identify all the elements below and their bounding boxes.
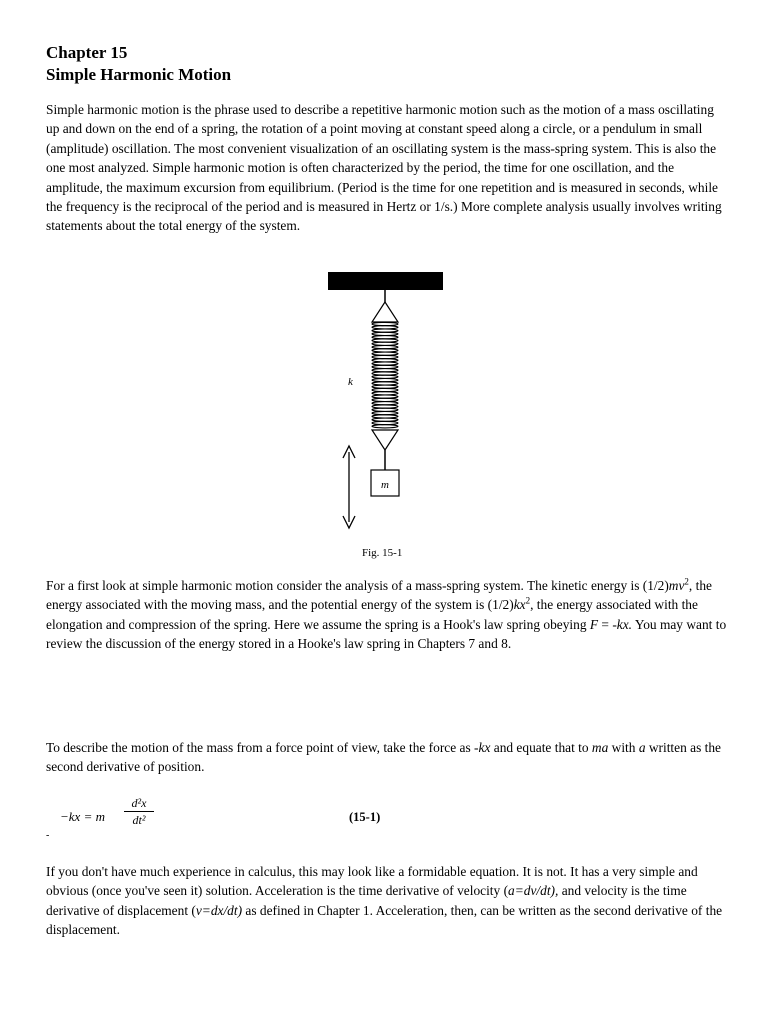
spring-coil [372, 375, 398, 378]
spring-coil [372, 342, 398, 345]
text-run: , the energy associated with the elongation and compression of the spring. Here we assume the spring is a Hook's law spring obeying [46, 597, 698, 632]
text-run: You may want to review the discussion of the energy stored in a Hooke's law spring in Chapters 7 and 8. [46, 616, 727, 652]
spring-coil [372, 382, 398, 385]
mass-label: m [381, 479, 389, 491]
equation-15-1 [60, 796, 390, 836]
spring-coil [372, 332, 398, 335]
spring-coil [372, 322, 398, 325]
text-run: For a first look at simple harmonic motion consider the analysis of a mass-spring system. The kinetic energy is (1/2) [46, 578, 669, 593]
spring-coil [372, 421, 398, 424]
spring-coil [372, 355, 398, 358]
spring-coil [372, 425, 398, 428]
spring-constant-label: k [348, 376, 353, 388]
spring-coil [372, 352, 398, 355]
equation-lhs: −kx = m [60, 809, 105, 824]
chapter-heading [46, 42, 231, 86]
spring-coil [372, 349, 398, 352]
spring-coil [372, 398, 398, 401]
text-run: as defined in Chapter 1. Acceleration, then, can be written as the second derivative of the displacement. [46, 902, 723, 938]
text-run: To describe the motion of the mass from a force point of view, take the force as [46, 740, 475, 755]
spring-coil [372, 415, 398, 418]
spring-coils [372, 322, 398, 428]
spring-top-cone [372, 302, 398, 322]
math-neg-kx: -kx. [612, 616, 633, 632]
superscript-2: 2 [525, 595, 531, 606]
spring-coil [372, 369, 398, 372]
spring-coil [372, 359, 398, 362]
intro-paragraph: Simple harmonic motion is the phrase used to describe a repetitive harmonic motion such as the motion of a mass oscillating up and down on the end of a spring, the rotation of a point moving at constant speed along a circle, or a pendulum in small (amplitude) oscillation. The most convenient visualization of an oscillating system is the mass-spring system. This is also the one most analyzed. Simple harmonic motion is often characterized by the period, the time for one oscillation, and the amplitude, the maximum excursion from equilibrium. (Period is the time for one repetition and is measured in seconds, while the frequency is the reciprocal of the period and is measured in Hertz or 1/s.) More complete analysis usually involves writing statements about the total energy of the system. [46, 102, 722, 234]
spring-coil [372, 395, 398, 398]
spring-coil [372, 346, 398, 349]
spring-coil [372, 408, 398, 411]
force-paragraph [46, 738, 730, 777]
mass-spring-diagram [328, 272, 448, 532]
math-neg-kx: -kx [474, 740, 491, 755]
math-a: a [638, 740, 646, 755]
spring-coil [372, 326, 398, 329]
fraction-numerator: d²x [131, 796, 147, 810]
ceiling-support [328, 272, 443, 290]
energy-paragraph [46, 576, 730, 654]
text-run: If you don't have much experience in calculus, this may look like a formidable equation. It is not. It has a very simple and obvious (once you've seen it) solution. Acceleration is the time derivative of velocity ( [46, 864, 698, 899]
spring-coil [372, 329, 398, 332]
superscript-2: 2 [684, 576, 689, 587]
fraction-bar [124, 811, 154, 812]
spring-coil [372, 379, 398, 382]
spring-coil [372, 412, 398, 415]
math-kx: kx [513, 597, 526, 613]
math-F: F [589, 616, 599, 632]
stray-mark: - [46, 830, 50, 841]
text-run: = [598, 616, 613, 632]
text-run: and equate that to [490, 740, 592, 755]
spring-coil [372, 402, 398, 405]
spring-coil [372, 392, 398, 395]
spring-coil [372, 405, 398, 408]
chapter-number: Chapter 15 [46, 43, 128, 62]
spring-coil [372, 365, 398, 368]
spring-coil [372, 362, 398, 365]
mass-spring-figure [328, 272, 448, 532]
fraction-denominator: dt² [132, 813, 146, 827]
math-a-dv-dt: a=dv/dt), [508, 883, 559, 899]
text-run: and velocity is the time derivative of displacement ( [46, 883, 687, 918]
text-run: written as the second derivative of position. [46, 740, 722, 775]
chapter-title: Simple Harmonic Motion [46, 65, 232, 84]
equation-fraction [124, 796, 154, 827]
spring-coil [372, 388, 398, 391]
text-run: , the energy associated with the moving mass, and the potential energy of the system is (1/2) [46, 578, 712, 613]
spring-coil [372, 385, 398, 388]
spring-coil [372, 339, 398, 342]
math-mv: mv [668, 578, 685, 593]
spring-coil [372, 336, 398, 339]
math-ma: ma [591, 740, 609, 755]
text-run: with [608, 740, 639, 755]
spring-coil [372, 418, 398, 421]
spring-bottom-cone [372, 430, 398, 450]
equation-number: (15-1) [349, 810, 381, 824]
calculus-paragraph [46, 862, 730, 940]
figure-caption: Fig. 15-1 [362, 547, 403, 559]
math-v-dx-dt: v=dx/dt) [195, 902, 243, 918]
spring-coil [372, 372, 398, 375]
